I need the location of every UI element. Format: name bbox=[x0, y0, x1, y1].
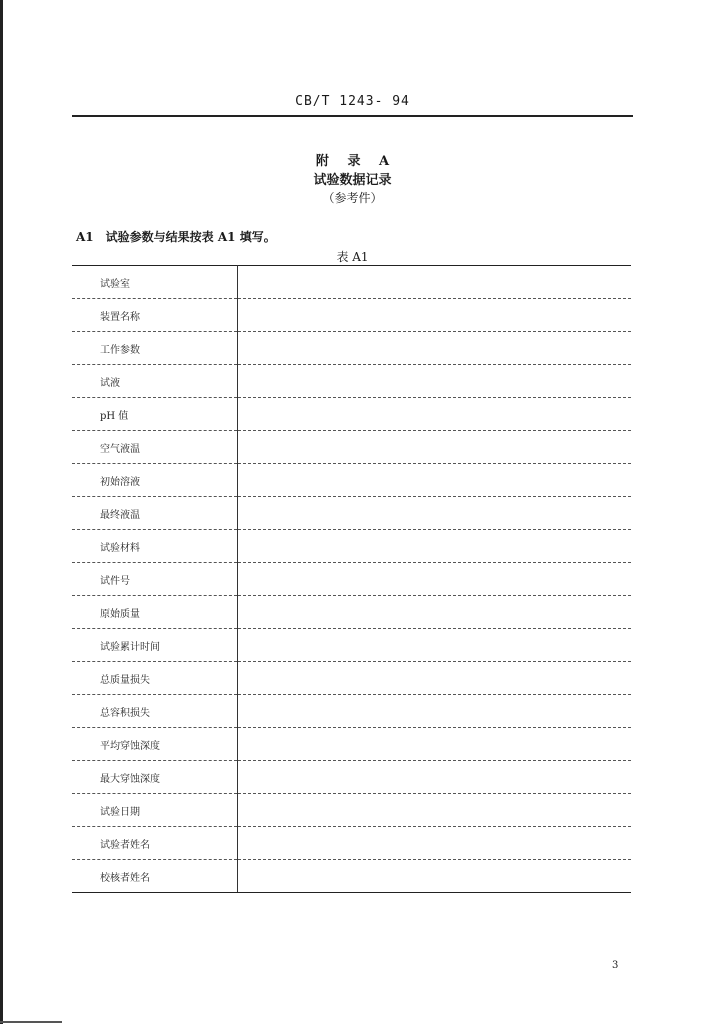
table-row bbox=[72, 266, 631, 299]
row-label: 空气液温 bbox=[72, 431, 237, 464]
row-label: 试验累计时间 bbox=[72, 629, 237, 662]
row-label: 工作参数 bbox=[72, 332, 237, 365]
table-row bbox=[72, 431, 631, 464]
row-label: 校核者姓名 bbox=[72, 860, 237, 893]
row-label: 试件号 bbox=[72, 563, 237, 596]
row-label: 总质量损失 bbox=[72, 662, 237, 695]
row-value-cell bbox=[237, 464, 631, 497]
table-row bbox=[72, 530, 631, 563]
row-value-cell bbox=[237, 761, 631, 794]
row-value-cell bbox=[237, 497, 631, 530]
row-label: 总容积损失 bbox=[72, 695, 237, 728]
row-label: 试液 bbox=[72, 365, 237, 398]
row-label: 试验材料 bbox=[72, 530, 237, 563]
table-row bbox=[72, 860, 631, 893]
row-label: 原始质量 bbox=[72, 596, 237, 629]
row-label: 最大穿蚀深度 bbox=[72, 761, 237, 794]
row-label: 试验者姓名 bbox=[72, 827, 237, 860]
table-row bbox=[72, 563, 631, 596]
table-row bbox=[72, 365, 631, 398]
row-value-cell bbox=[237, 431, 631, 464]
table-row bbox=[72, 794, 631, 827]
page-number: 3 bbox=[612, 960, 619, 971]
row-value-cell bbox=[237, 530, 631, 563]
clause-text: 试验参数与结果按表 A1 填写。 bbox=[105, 230, 276, 244]
table-row bbox=[72, 662, 631, 695]
appendix-title: 附 录 A bbox=[315, 154, 390, 169]
header-rule bbox=[72, 115, 633, 117]
clause-number: A1 bbox=[76, 230, 94, 244]
row-value-cell bbox=[237, 398, 631, 431]
table-row bbox=[72, 695, 631, 728]
table-row bbox=[72, 761, 631, 794]
row-label: pH 值 bbox=[72, 398, 237, 431]
row-value-cell bbox=[237, 266, 631, 299]
table-row bbox=[72, 596, 631, 629]
row-value-cell bbox=[237, 695, 631, 728]
appendix-note: （参考件） bbox=[322, 191, 383, 205]
row-value-cell bbox=[237, 629, 631, 662]
row-value-cell bbox=[237, 596, 631, 629]
table-row bbox=[72, 629, 631, 662]
table-caption: 表 A1 bbox=[336, 250, 369, 264]
row-value-cell bbox=[237, 827, 631, 860]
table-row bbox=[72, 299, 631, 332]
row-value-cell bbox=[237, 563, 631, 596]
row-label: 平均穿蚀深度 bbox=[72, 728, 237, 761]
table-row bbox=[72, 332, 631, 365]
row-label: 试验日期 bbox=[72, 794, 237, 827]
row-label: 初始溶液 bbox=[72, 464, 237, 497]
bottom-scan-mark bbox=[0, 1021, 62, 1023]
row-value-cell bbox=[237, 728, 631, 761]
standard-code: CB/T 1243- 94 bbox=[295, 94, 410, 109]
row-label: 试验室 bbox=[72, 266, 237, 299]
row-label: 最终液温 bbox=[72, 497, 237, 530]
row-value-cell bbox=[237, 365, 631, 398]
table-row bbox=[72, 827, 631, 860]
row-label: 装置名称 bbox=[72, 299, 237, 332]
clause-a1 bbox=[76, 228, 276, 245]
row-value-cell bbox=[237, 299, 631, 332]
table-row bbox=[72, 728, 631, 761]
row-value-cell bbox=[237, 662, 631, 695]
row-value-cell bbox=[237, 860, 631, 893]
appendix-subtitle: 试验数据记录 bbox=[313, 173, 392, 188]
table-row bbox=[72, 497, 631, 530]
row-value-cell bbox=[237, 332, 631, 365]
table-row bbox=[72, 464, 631, 497]
data-record-table bbox=[72, 265, 631, 893]
table-row bbox=[72, 398, 631, 431]
row-value-cell bbox=[237, 794, 631, 827]
